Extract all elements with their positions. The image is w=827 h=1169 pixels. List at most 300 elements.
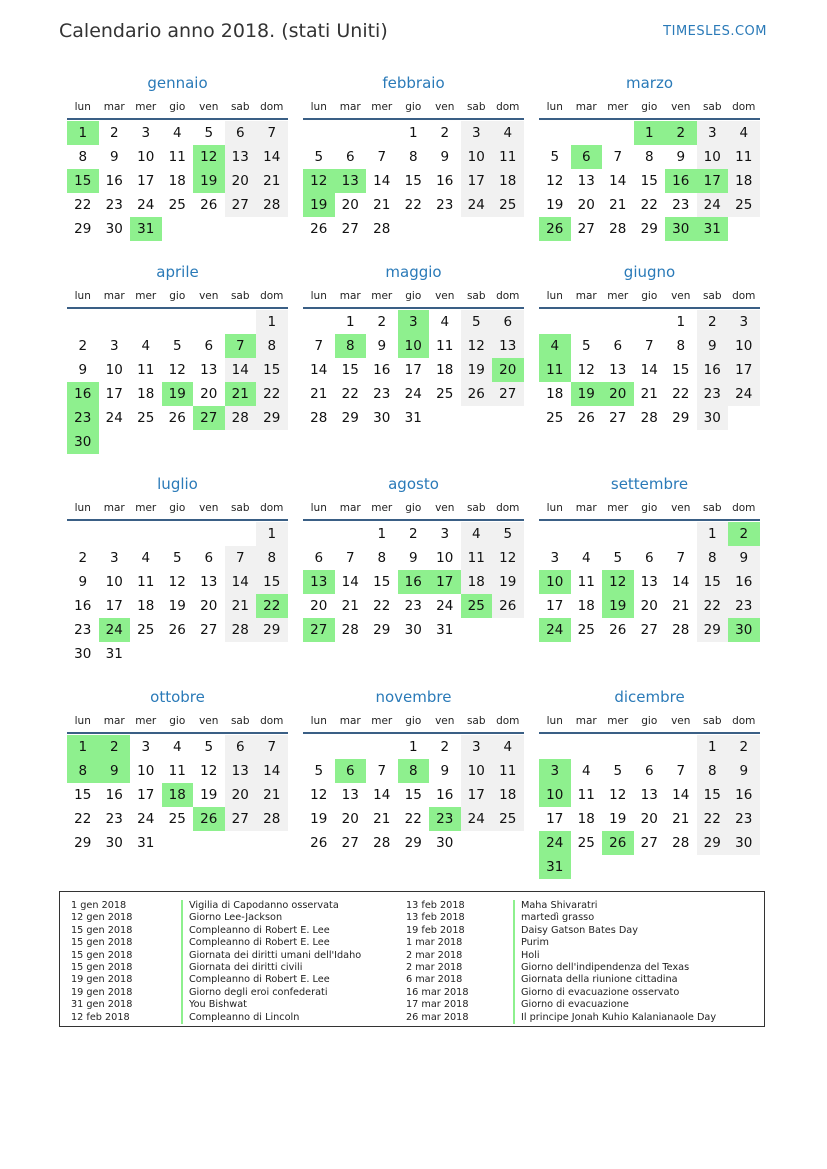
day-cell: 14 [256, 145, 288, 169]
legend-holiday-name: Vigilia di Capodanno osservata [189, 900, 339, 911]
month-name: maggio [385, 263, 442, 281]
day-cell: 9 [99, 759, 131, 783]
day-cell: 4 [581, 763, 591, 779]
day-cell: 28 [341, 622, 359, 638]
month-name: agosto [388, 475, 439, 493]
weekday-label: mar [103, 715, 125, 727]
weekday-label: lun [310, 715, 327, 727]
weekday-header [539, 96, 760, 120]
day-cell: 18 [162, 783, 194, 807]
day-cell: 5 [314, 149, 324, 165]
day-cell: 26 [310, 221, 328, 237]
day-cell: 8 [256, 546, 288, 570]
day-cell: 5 [492, 522, 524, 546]
day-cell: 7 [256, 735, 288, 759]
day-cell: 22 [341, 386, 359, 402]
empty-cell [303, 735, 335, 759]
day-cell: 10 [697, 145, 729, 169]
weekday-label: sab [702, 290, 722, 302]
weekday-label: mar [103, 502, 125, 514]
weekday-label: gio [641, 502, 658, 514]
day-cell: 29 [256, 618, 288, 642]
weekday-header [539, 710, 760, 734]
day-cell: 17 [546, 598, 564, 614]
day-cell: 16 [697, 358, 729, 382]
day-cell: 24 [137, 811, 155, 827]
legend-left-dates [71, 900, 132, 1024]
empty-cell [335, 121, 367, 145]
weekday-label: mer [607, 290, 629, 302]
day-cell: 17 [461, 783, 493, 807]
weekday-label: ven [199, 101, 219, 113]
day-cell: 22 [256, 382, 288, 406]
day-cell: 17 [137, 787, 155, 803]
day-cell: 22 [697, 807, 729, 831]
day-cell: 26 [539, 217, 571, 241]
day-cell: 17 [429, 570, 461, 594]
day-cell: 2 [440, 739, 450, 755]
page-title: Calendario anno 2018. (stati Uniti) [59, 20, 388, 42]
day-cell: 5 [613, 763, 623, 779]
day-cell: 24 [404, 386, 422, 402]
day-cell: 15 [74, 787, 92, 803]
holiday-legend [59, 891, 765, 1027]
day-cell: 1 [256, 310, 288, 334]
day-cell: 10 [105, 362, 123, 378]
day-cell: 11 [492, 145, 524, 169]
day-cell: 11 [539, 358, 571, 382]
weekday-label: ven [435, 502, 455, 514]
weekday-label: gio [405, 290, 422, 302]
day-cell: 3 [440, 526, 450, 542]
day-cell: 7 [345, 550, 355, 566]
month-ottobre [67, 684, 288, 855]
day-cell: 9 [697, 334, 729, 358]
day-cell: 19 [492, 570, 524, 594]
day-cell: 9 [78, 362, 88, 378]
day-cell: 16 [67, 382, 99, 406]
day-cell: 21 [256, 783, 288, 807]
day-cell: 19 [310, 811, 328, 827]
brand-link[interactable]: TIMESLES.COM [663, 24, 767, 39]
empty-cell [335, 522, 367, 546]
day-cell: 20 [602, 382, 634, 406]
empty-cell [539, 522, 571, 546]
day-cell: 11 [137, 362, 155, 378]
weekday-label: gio [641, 715, 658, 727]
day-cell: 18 [461, 570, 493, 594]
month-name: aprile [156, 263, 199, 281]
weekday-label: mar [339, 101, 361, 113]
month-agosto [303, 471, 524, 642]
day-cell: 5 [550, 149, 560, 165]
day-cell: 15 [373, 574, 391, 590]
legend-holiday-name: Giorno di evacuazione [521, 999, 629, 1011]
weekday-header [303, 96, 524, 120]
day-cell: 22 [697, 594, 729, 618]
legend-holiday-name: Holi [521, 949, 540, 961]
day-cell: 28 [256, 807, 288, 831]
weekday-label: ven [435, 290, 455, 302]
day-cell: 14 [310, 362, 328, 378]
day-cell: 9 [440, 149, 450, 165]
weekday-label: gio [169, 101, 186, 113]
weekday-label: mar [575, 290, 597, 302]
day-cell: 11 [137, 574, 155, 590]
day-cell: 24 [436, 598, 454, 614]
day-cell: 30 [67, 430, 99, 454]
legend-date: 12 feb 2018 [71, 1011, 130, 1023]
day-cell: 17 [728, 358, 760, 382]
day-cell: 12 [492, 546, 524, 570]
weekday-label: ven [199, 290, 219, 302]
empty-cell [67, 522, 99, 546]
day-cell: 16 [665, 169, 697, 193]
day-cell: 24 [461, 193, 493, 217]
day-cell: 7 [613, 149, 623, 165]
day-cell: 4 [728, 121, 760, 145]
day-cell: 22 [256, 594, 288, 618]
day-cell: 29 [697, 618, 729, 642]
day-cell: 25 [461, 594, 493, 618]
day-cell: 10 [137, 763, 155, 779]
month-maggio [303, 259, 524, 430]
day-cell: 21 [225, 382, 257, 406]
day-cell: 2 [697, 310, 729, 334]
day-cell: 16 [74, 598, 92, 614]
day-cell: 16 [373, 362, 391, 378]
day-cell: 18 [168, 173, 186, 189]
day-grid [303, 735, 524, 855]
empty-cell [162, 522, 194, 546]
month-febbraio [303, 70, 524, 241]
weekday-label: mer [135, 290, 157, 302]
day-grid [303, 522, 524, 642]
day-cell: 9 [109, 149, 119, 165]
day-cell: 23 [728, 807, 760, 831]
weekday-label: gio [405, 715, 422, 727]
weekday-label: ven [435, 101, 455, 113]
day-cell: 19 [546, 197, 564, 213]
empty-cell [571, 522, 603, 546]
day-cell: 16 [436, 173, 454, 189]
legend-date: 15 gen 2018 [71, 924, 133, 936]
day-cell: 16 [398, 570, 430, 594]
day-cell: 25 [168, 811, 186, 827]
day-cell: 15 [697, 783, 729, 807]
day-cell: 25 [546, 410, 564, 426]
month-luglio [67, 471, 288, 666]
weekday-label: mer [135, 502, 157, 514]
month-name: gennaio [147, 74, 208, 92]
day-cell: 6 [225, 735, 257, 759]
day-cell: 16 [105, 787, 123, 803]
weekday-label: mar [575, 101, 597, 113]
weekday-label: mar [339, 290, 361, 302]
empty-cell [602, 121, 634, 145]
day-cell: 23 [429, 807, 461, 831]
day-cell: 2 [377, 314, 387, 330]
day-cell: 30 [436, 835, 454, 851]
day-cell: 1 [256, 522, 288, 546]
day-cell: 26 [602, 831, 634, 855]
day-cell: 2 [408, 526, 418, 542]
weekday-header [67, 96, 288, 120]
day-cell: 20 [225, 169, 257, 193]
day-cell: 31 [436, 622, 454, 638]
day-cell: 24 [539, 618, 571, 642]
day-cell: 6 [492, 310, 524, 334]
day-grid [303, 310, 524, 430]
day-cell: 13 [577, 173, 595, 189]
day-cell: 25 [137, 622, 155, 638]
day-cell: 18 [492, 783, 524, 807]
empty-cell [571, 735, 603, 759]
day-cell: 24 [105, 410, 123, 426]
day-cell: 21 [341, 598, 359, 614]
empty-cell [665, 522, 697, 546]
day-cell: 7 [225, 546, 257, 570]
day-cell: 21 [640, 386, 658, 402]
day-cell: 27 [341, 221, 359, 237]
day-cell: 30 [373, 410, 391, 426]
day-cell: 17 [461, 169, 493, 193]
day-cell: 30 [404, 622, 422, 638]
day-cell: 23 [697, 382, 729, 406]
day-cell: 12 [461, 334, 493, 358]
day-cell: 24 [137, 197, 155, 213]
day-cell: 8 [78, 149, 88, 165]
day-cell: 6 [345, 149, 355, 165]
day-cell: 10 [398, 334, 430, 358]
day-cell: 21 [373, 197, 391, 213]
legend-holiday-name: Compleanno di Robert E. Lee [189, 937, 330, 949]
day-cell: 4 [141, 550, 151, 566]
legend-date: 26 mar 2018 [406, 1011, 469, 1023]
day-cell: 27 [492, 382, 524, 406]
month-marzo [539, 70, 760, 241]
day-cell: 11 [436, 338, 454, 354]
weekday-label: mer [135, 101, 157, 113]
weekday-header [67, 497, 288, 521]
day-cell: 1 [377, 526, 387, 542]
day-cell: 26 [200, 197, 218, 213]
day-cell: 23 [373, 386, 391, 402]
day-grid [539, 522, 760, 642]
weekday-label: dom [260, 101, 284, 113]
day-cell: 23 [672, 197, 690, 213]
day-cell: 23 [404, 598, 422, 614]
day-cell: 13 [341, 787, 359, 803]
legend-holiday-name: Giorno degli eroi confederati [189, 986, 328, 998]
day-cell: 8 [335, 334, 367, 358]
day-cell: 1 [408, 125, 418, 141]
weekday-label: ven [671, 290, 691, 302]
day-cell: 29 [697, 831, 729, 855]
day-cell: 17 [697, 169, 729, 193]
day-cell: 31 [130, 217, 162, 241]
day-cell: 23 [105, 811, 123, 827]
day-cell: 10 [461, 145, 493, 169]
day-cell: 20 [200, 598, 218, 614]
day-cell: 16 [105, 173, 123, 189]
empty-cell [67, 310, 99, 334]
day-cell: 1 [634, 121, 666, 145]
month-name: giugno [623, 263, 676, 281]
day-cell: 27 [341, 835, 359, 851]
day-cell: 5 [613, 550, 623, 566]
empty-cell [193, 522, 225, 546]
day-cell: 19 [461, 358, 493, 382]
day-cell: 13 [640, 787, 658, 803]
day-cell: 22 [404, 197, 422, 213]
day-cell: 15 [697, 570, 729, 594]
empty-cell [366, 735, 398, 759]
day-cell: 18 [492, 169, 524, 193]
legend-date: 6 mar 2018 [406, 974, 463, 986]
day-cell: 27 [200, 622, 218, 638]
weekday-label: sab [466, 101, 486, 113]
day-cell: 20 [225, 783, 257, 807]
day-cell: 25 [577, 835, 595, 851]
day-cell: 28 [225, 406, 257, 430]
day-cell: 9 [728, 759, 760, 783]
weekday-label: gio [405, 101, 422, 113]
day-cell: 19 [571, 382, 603, 406]
day-cell: 24 [697, 193, 729, 217]
day-cell: 13 [335, 169, 367, 193]
weekday-label: dom [260, 290, 284, 302]
weekday-label: ven [671, 715, 691, 727]
empty-cell [130, 522, 162, 546]
day-cell: 15 [640, 173, 658, 189]
legend-divider [181, 900, 183, 1024]
day-cell: 13 [303, 570, 335, 594]
day-cell: 15 [256, 358, 288, 382]
day-cell: 30 [728, 831, 760, 855]
day-cell: 5 [204, 739, 214, 755]
day-cell: 26 [168, 410, 186, 426]
weekday-header [67, 285, 288, 309]
day-cell: 12 [193, 145, 225, 169]
weekday-label: sab [466, 715, 486, 727]
day-cell: 3 [539, 759, 571, 783]
day-cell: 6 [644, 763, 654, 779]
day-cell: 17 [404, 362, 422, 378]
legend-date: 31 gen 2018 [71, 999, 133, 1011]
weekday-label: ven [435, 715, 455, 727]
day-cell: 13 [225, 145, 257, 169]
day-cell: 12 [303, 169, 335, 193]
day-cell: 28 [672, 622, 690, 638]
empty-cell [634, 522, 666, 546]
day-cell: 15 [404, 173, 422, 189]
empty-cell [303, 522, 335, 546]
weekday-label: ven [199, 715, 219, 727]
weekday-label: dom [496, 715, 520, 727]
day-cell: 30 [728, 618, 760, 642]
day-cell: 28 [640, 410, 658, 426]
day-cell: 1 [697, 735, 729, 759]
day-cell: 27 [193, 406, 225, 430]
day-cell: 2 [99, 735, 131, 759]
day-cell: 27 [303, 618, 335, 642]
weekday-label: dom [496, 290, 520, 302]
month-name: ottobre [150, 688, 205, 706]
day-cell: 13 [609, 362, 627, 378]
month-name: luglio [157, 475, 198, 493]
day-cell: 14 [640, 362, 658, 378]
weekday-label: mar [339, 715, 361, 727]
month-name: novembre [375, 688, 452, 706]
weekday-label: lun [310, 290, 327, 302]
day-cell: 6 [335, 759, 367, 783]
legend-holiday-name: You Bishwat [189, 999, 247, 1011]
day-cell: 10 [105, 574, 123, 590]
day-cell: 7 [676, 550, 686, 566]
day-cell: 6 [204, 338, 214, 354]
day-cell: 7 [377, 763, 387, 779]
day-cell: 10 [137, 149, 155, 165]
day-cell: 24 [99, 618, 131, 642]
empty-cell [539, 310, 571, 334]
weekday-header [539, 497, 760, 521]
day-cell: 14 [373, 173, 391, 189]
weekday-label: gio [169, 290, 186, 302]
day-cell: 15 [404, 787, 422, 803]
weekday-label: mer [607, 502, 629, 514]
day-cell: 8 [377, 550, 387, 566]
day-cell: 1 [67, 735, 99, 759]
weekday-label: dom [732, 502, 756, 514]
day-cell: 28 [672, 835, 690, 851]
day-cell: 20 [200, 386, 218, 402]
weekday-label: mar [103, 290, 125, 302]
day-cell: 4 [141, 338, 151, 354]
day-cell: 6 [613, 338, 623, 354]
empty-cell [665, 735, 697, 759]
weekday-label: mer [371, 502, 393, 514]
day-cell: 4 [492, 121, 524, 145]
day-cell: 28 [609, 221, 627, 237]
day-cell: 15 [672, 362, 690, 378]
day-cell: 26 [193, 807, 225, 831]
day-cell: 27 [640, 622, 658, 638]
weekday-label: lun [310, 502, 327, 514]
day-cell: 7 [314, 338, 324, 354]
day-cell: 16 [436, 787, 454, 803]
day-cell: 25 [577, 622, 595, 638]
weekday-header [539, 285, 760, 309]
day-cell: 3 [461, 121, 493, 145]
day-cell: 7 [377, 149, 387, 165]
day-cell: 18 [137, 386, 155, 402]
day-cell: 13 [200, 362, 218, 378]
day-cell: 28 [373, 221, 391, 237]
legend-date: 13 feb 2018 [406, 912, 465, 924]
day-cell: 8 [676, 338, 686, 354]
month-name: febbraio [382, 74, 445, 92]
day-cell: 13 [640, 574, 658, 590]
day-cell: 5 [172, 338, 182, 354]
legend-date: 19 gen 2018 [71, 986, 133, 998]
day-cell: 31 [697, 217, 729, 241]
day-cell: 3 [141, 125, 151, 141]
weekday-header [67, 710, 288, 734]
day-cell: 25 [137, 410, 155, 426]
day-cell: 20 [640, 598, 658, 614]
day-cell: 12 [602, 570, 634, 594]
